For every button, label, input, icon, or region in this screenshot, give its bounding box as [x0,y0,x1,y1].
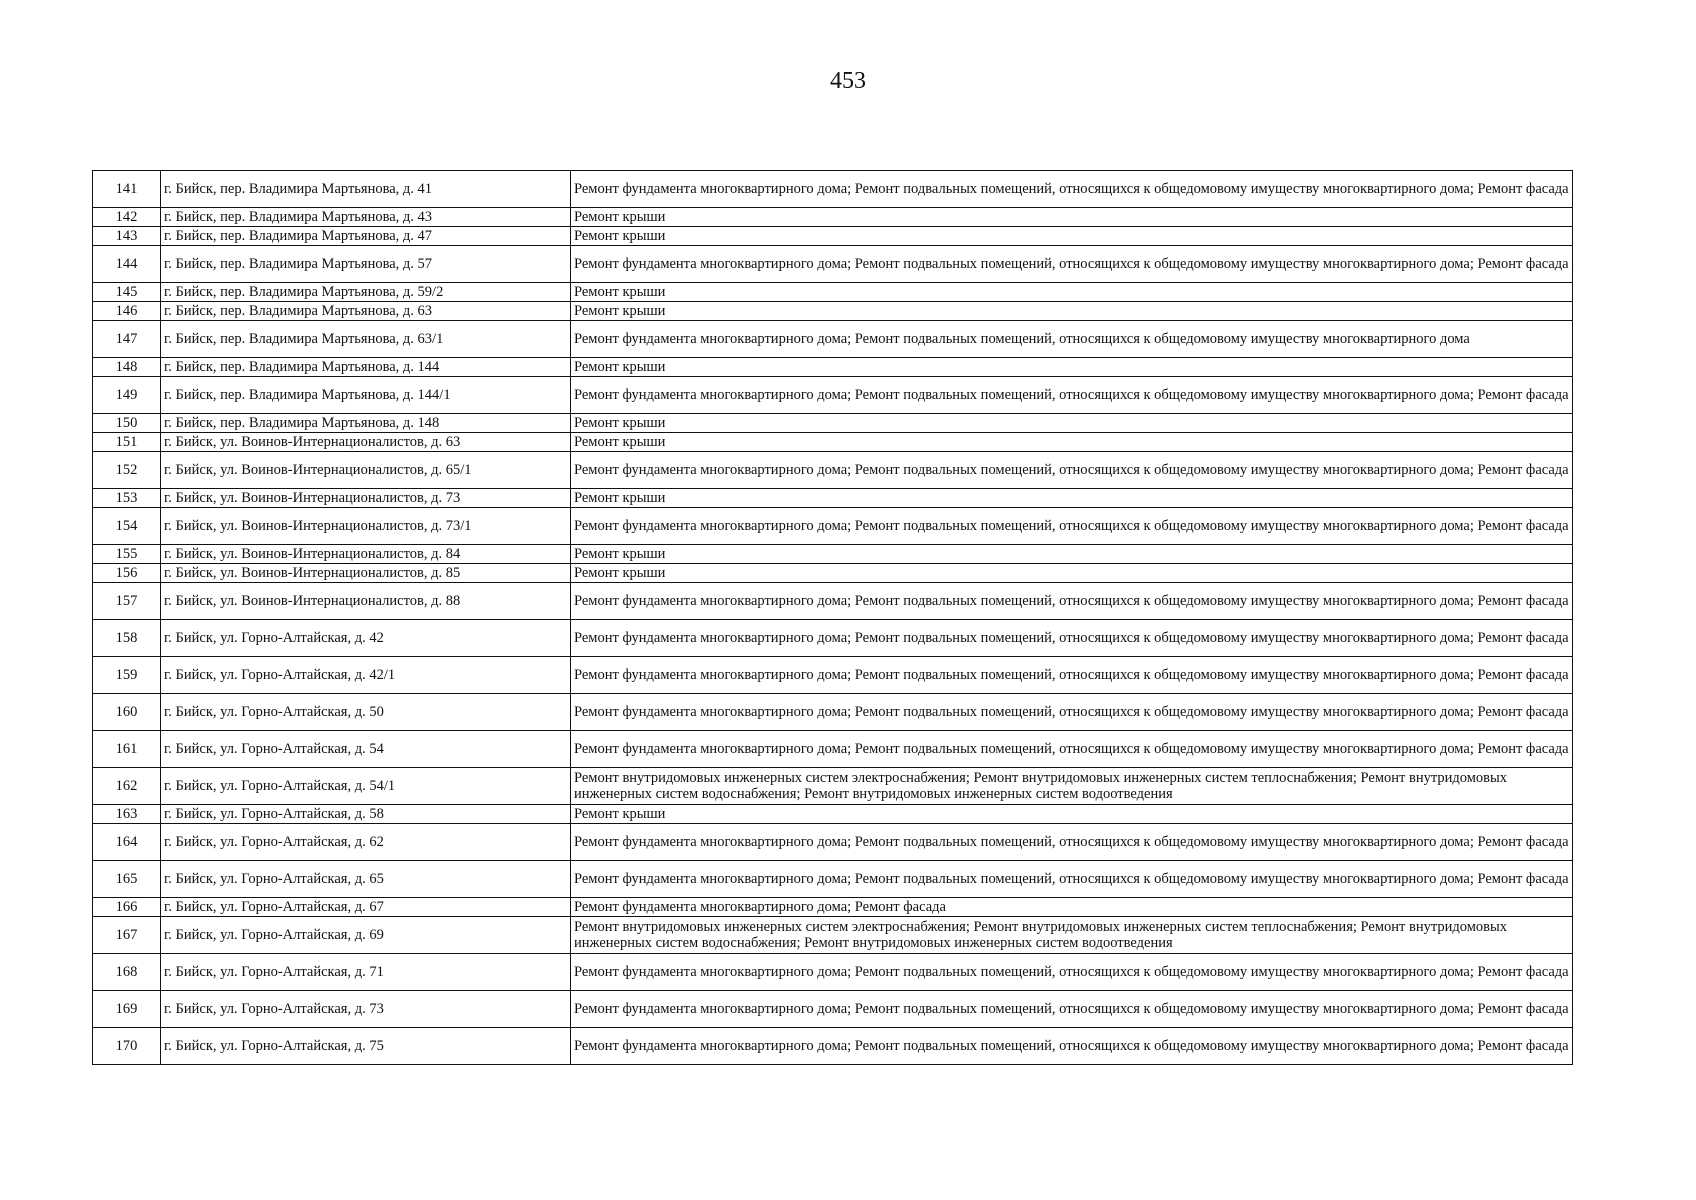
table-row [93,861,1573,898]
row-work: Ремонт фундамента многоквартирного дома; Ремонт подвальных помещений, относящихся к общедомовому имуществу многоквартирного дома; Ремонт фасада [571,171,1573,208]
row-address: г. Бийск, ул. Воинов-Интернационалистов, д. 84 [161,545,571,564]
row-address: г. Бийск, ул. Горно-Алтайская, д. 75 [161,1028,571,1065]
table-row [93,954,1573,991]
table-row [93,991,1573,1028]
row-address: г. Бийск, ул. Горно-Алтайская, д. 54 [161,731,571,768]
row-work: Ремонт крыши [571,208,1573,227]
table-row [93,414,1573,433]
row-work: Ремонт фундамента многоквартирного дома; Ремонт подвальных помещений, относящихся к общедомовому имуществу многоквартирного дома; Ремонт фасада [571,694,1573,731]
row-number: 153 [93,489,161,508]
table-row [93,917,1573,954]
row-work: Ремонт фундамента многоквартирного дома; Ремонт подвальных помещений, относящихся к общедомовому имуществу многоквартирного дома; Ремонт фасада [571,1028,1573,1065]
table-row [93,824,1573,861]
row-address: г. Бийск, ул. Горно-Алтайская, д. 67 [161,898,571,917]
table-row [93,377,1573,414]
row-address: г. Бийск, ул. Воинов-Интернационалистов, д. 73/1 [161,508,571,545]
row-address: г. Бийск, ул. Горно-Алтайская, д. 69 [161,917,571,954]
row-address: г. Бийск, ул. Воинов-Интернационалистов, д. 65/1 [161,452,571,489]
row-address: г. Бийск, пер. Владимира Мартьянова, д. 144/1 [161,377,571,414]
row-number: 148 [93,358,161,377]
row-address: г. Бийск, ул. Воинов-Интернационалистов, д. 88 [161,583,571,620]
row-number: 162 [93,768,161,805]
row-address: г. Бийск, ул. Горно-Алтайская, д. 62 [161,824,571,861]
row-work: Ремонт крыши [571,227,1573,246]
table-row [93,657,1573,694]
row-address: г. Бийск, ул. Воинов-Интернационалистов, д. 63 [161,433,571,452]
row-address: г. Бийск, ул. Горно-Алтайская, д. 50 [161,694,571,731]
row-address: г. Бийск, ул. Горно-Алтайская, д. 42/1 [161,657,571,694]
row-work: Ремонт фундамента многоквартирного дома; Ремонт подвальных помещений, относящихся к общедомовому имуществу многоквартирного дома; Ремонт фасада [571,620,1573,657]
row-address: г. Бийск, ул. Горно-Алтайская, д. 65 [161,861,571,898]
table-row [93,433,1573,452]
row-number: 159 [93,657,161,694]
table-row [93,898,1573,917]
row-number: 150 [93,414,161,433]
row-number: 165 [93,861,161,898]
row-work: Ремонт крыши [571,283,1573,302]
row-address: г. Бийск, пер. Владимира Мартьянова, д. 63/1 [161,321,571,358]
row-address: г. Бийск, ул. Горно-Алтайская, д. 73 [161,991,571,1028]
row-number: 160 [93,694,161,731]
page-number: 453 [830,68,866,94]
row-number: 143 [93,227,161,246]
row-address: г. Бийск, ул. Воинов-Интернационалистов, д. 85 [161,564,571,583]
row-address: г. Бийск, пер. Владимира Мартьянова, д. 59/2 [161,283,571,302]
row-work: Ремонт фундамента многоквартирного дома; Ремонт подвальных помещений, относящихся к общедомовому имуществу многоквартирного дома; Ремонт фасада [571,954,1573,991]
table-row [93,768,1573,805]
table-row [93,246,1573,283]
row-work: Ремонт фундамента многоквартирного дома; Ремонт подвальных помещений, относящихся к общедомовому имуществу многоквартирного дома; Ремонт фасада [571,583,1573,620]
table-row [93,321,1573,358]
table-row [93,227,1573,246]
row-number: 168 [93,954,161,991]
table-row [93,283,1573,302]
row-work: Ремонт крыши [571,489,1573,508]
row-number: 157 [93,583,161,620]
row-address: г. Бийск, пер. Владимира Мартьянова, д. 148 [161,414,571,433]
row-work: Ремонт внутридомовых инженерных систем электроснабжения; Ремонт внутридомовых инженерных систем теплоснабжения; Ремонт внутридомовых инженерных систем водоснабжения; Ремонт внутридомовых инженерных систем водоотведения [571,917,1573,954]
table-row [93,208,1573,227]
table-row [93,452,1573,489]
table-row [93,564,1573,583]
row-work: Ремонт крыши [571,414,1573,433]
row-number: 158 [93,620,161,657]
row-address: г. Бийск, пер. Владимира Мартьянова, д. 144 [161,358,571,377]
row-work: Ремонт фундамента многоквартирного дома; Ремонт подвальных помещений, относящихся к общедомовому имуществу многоквартирного дома; Ремонт фасада [571,824,1573,861]
repair-table [92,170,1573,1065]
row-address: г. Бийск, пер. Владимира Мартьянова, д. 57 [161,246,571,283]
row-number: 149 [93,377,161,414]
row-number: 163 [93,805,161,824]
row-work: Ремонт фундамента многоквартирного дома; Ремонт подвальных помещений, относящихся к общедомовому имуществу многоквартирного дома; Ремонт фасада [571,508,1573,545]
row-work: Ремонт крыши [571,358,1573,377]
row-work: Ремонт крыши [571,805,1573,824]
row-number: 166 [93,898,161,917]
row-work: Ремонт фундамента многоквартирного дома; Ремонт подвальных помещений, относящихся к общедомовому имуществу многоквартирного дома; Ремонт фасада [571,452,1573,489]
row-work: Ремонт внутридомовых инженерных систем электроснабжения; Ремонт внутридомовых инженерных систем теплоснабжения; Ремонт внутридомовых инженерных систем водоснабжения; Ремонт внутридомовых инженерных систем водоотведения [571,768,1573,805]
row-address: г. Бийск, пер. Владимира Мартьянова, д. 43 [161,208,571,227]
table-row [93,620,1573,657]
row-address: г. Бийск, ул. Воинов-Интернационалистов, д. 73 [161,489,571,508]
table-row [93,302,1573,321]
row-number: 146 [93,302,161,321]
table-row [93,694,1573,731]
row-number: 145 [93,283,161,302]
row-address: г. Бийск, пер. Владимира Мартьянова, д. 47 [161,227,571,246]
row-work: Ремонт фундамента многоквартирного дома; Ремонт подвальных помещений, относящихся к общедомовому имуществу многоквартирного дома; Ремонт фасада [571,991,1573,1028]
row-work: Ремонт крыши [571,545,1573,564]
row-number: 141 [93,171,161,208]
row-work: Ремонт крыши [571,302,1573,321]
row-number: 169 [93,991,161,1028]
row-number: 155 [93,545,161,564]
row-address: г. Бийск, ул. Горно-Алтайская, д. 54/1 [161,768,571,805]
row-address: г. Бийск, пер. Владимира Мартьянова, д. 41 [161,171,571,208]
row-address: г. Бийск, пер. Владимира Мартьянова, д. 63 [161,302,571,321]
table-row [93,545,1573,564]
table-row [93,358,1573,377]
row-work: Ремонт фундамента многоквартирного дома; Ремонт подвальных помещений, относящихся к общедомовому имуществу многоквартирного дома; Ремонт фасада [571,861,1573,898]
row-work: Ремонт фундамента многоквартирного дома; Ремонт подвальных помещений, относящихся к общедомовому имуществу многоквартирного дома; Ремонт фасада [571,377,1573,414]
row-address: г. Бийск, ул. Горно-Алтайская, д. 42 [161,620,571,657]
row-address: г. Бийск, ул. Горно-Алтайская, д. 58 [161,805,571,824]
row-number: 144 [93,246,161,283]
row-work: Ремонт фундамента многоквартирного дома; Ремонт подвальных помещений, относящихся к общедомовому имуществу многоквартирного дома [571,321,1573,358]
row-work: Ремонт фундамента многоквартирного дома; Ремонт подвальных помещений, относящихся к общедомовому имуществу многоквартирного дома; Ремонт фасада [571,731,1573,768]
row-number: 164 [93,824,161,861]
row-number: 170 [93,1028,161,1065]
table-row [93,171,1573,208]
row-work: Ремонт фундамента многоквартирного дома; Ремонт подвальных помещений, относящихся к общедомовому имуществу многоквартирного дома; Ремонт фасада [571,246,1573,283]
row-number: 154 [93,508,161,545]
row-address: г. Бийск, ул. Горно-Алтайская, д. 71 [161,954,571,991]
row-number: 147 [93,321,161,358]
row-number: 161 [93,731,161,768]
row-work: Ремонт крыши [571,433,1573,452]
table-row [93,731,1573,768]
row-work: Ремонт фундамента многоквартирного дома; Ремонт фасада [571,898,1573,917]
row-number: 152 [93,452,161,489]
row-work: Ремонт крыши [571,564,1573,583]
table-row [93,489,1573,508]
row-number: 156 [93,564,161,583]
row-work: Ремонт фундамента многоквартирного дома; Ремонт подвальных помещений, относящихся к общедомовому имуществу многоквартирного дома; Ремонт фасада [571,657,1573,694]
row-number: 151 [93,433,161,452]
table-row [93,1028,1573,1065]
table-row [93,805,1573,824]
row-number: 142 [93,208,161,227]
table-row [93,508,1573,545]
table-row [93,583,1573,620]
row-number: 167 [93,917,161,954]
repair-table-body [93,171,1573,1065]
